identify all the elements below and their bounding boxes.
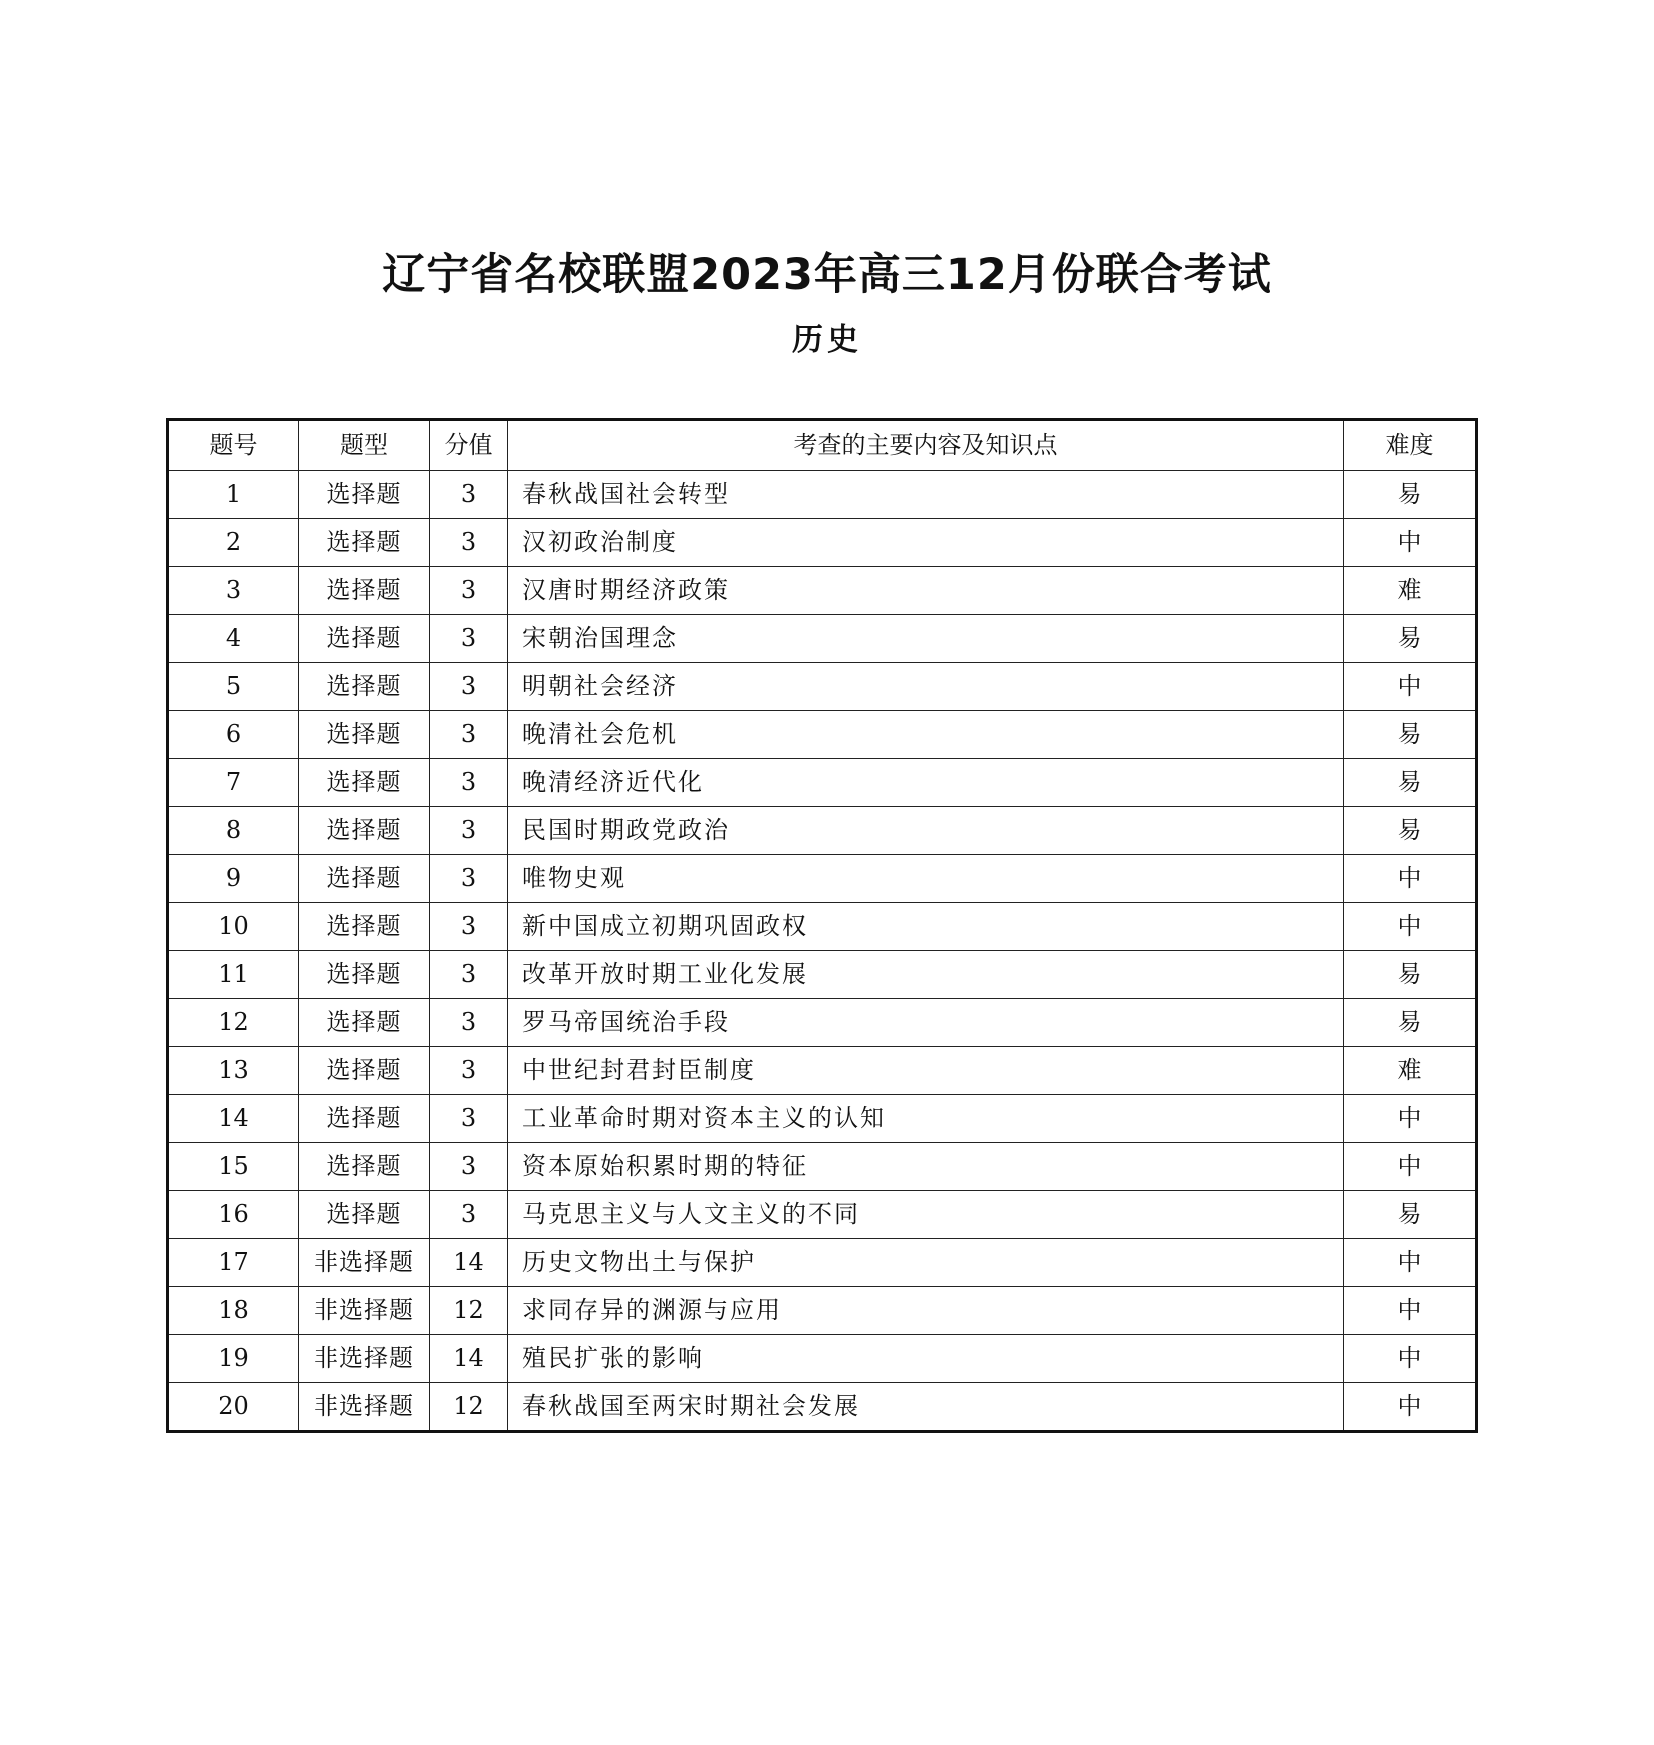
table-header-row — [168, 420, 1477, 471]
subject-title: 历史 — [792, 322, 862, 358]
cell-type: 选择题 — [299, 951, 430, 999]
header-type: 题型 — [299, 420, 430, 471]
cell-type: 选择题 — [299, 903, 430, 951]
exam-spec-table — [166, 418, 1478, 1433]
cell-difficulty: 中 — [1344, 1383, 1477, 1432]
header-difficulty: 难度 — [1344, 420, 1477, 471]
cell-difficulty: 中 — [1344, 1239, 1477, 1287]
cell-type: 选择题 — [299, 1047, 430, 1095]
cell-score: 3 — [430, 951, 508, 999]
cell-content: 罗马帝国统治手段 — [508, 999, 1344, 1047]
cell-number: 20 — [168, 1383, 299, 1432]
table-row — [168, 1287, 1477, 1335]
cell-content: 春秋战国社会转型 — [508, 471, 1344, 519]
cell-score: 3 — [430, 615, 508, 663]
cell-score: 3 — [430, 1143, 508, 1191]
cell-content: 改革开放时期工业化发展 — [508, 951, 1344, 999]
cell-type: 选择题 — [299, 471, 430, 519]
cell-content: 民国时期政党政治 — [508, 807, 1344, 855]
cell-type: 选择题 — [299, 615, 430, 663]
cell-number: 7 — [168, 759, 299, 807]
cell-content: 殖民扩张的影响 — [508, 1335, 1344, 1383]
cell-content: 求同存异的渊源与应用 — [508, 1287, 1344, 1335]
cell-number: 14 — [168, 1095, 299, 1143]
table-body — [168, 471, 1477, 1432]
cell-number: 15 — [168, 1143, 299, 1191]
table-row — [168, 567, 1477, 615]
cell-difficulty: 中 — [1344, 1095, 1477, 1143]
cell-score: 3 — [430, 519, 508, 567]
table-row — [168, 1239, 1477, 1287]
cell-difficulty: 中 — [1344, 1335, 1477, 1383]
cell-content: 唯物史观 — [508, 855, 1344, 903]
cell-content: 宋朝治国理念 — [508, 615, 1344, 663]
cell-content: 春秋战国至两宋时期社会发展 — [508, 1383, 1344, 1432]
table-row — [168, 807, 1477, 855]
cell-difficulty: 易 — [1344, 759, 1477, 807]
cell-difficulty: 中 — [1344, 1287, 1477, 1335]
table-row — [168, 903, 1477, 951]
cell-type: 选择题 — [299, 567, 430, 615]
cell-difficulty: 中 — [1344, 855, 1477, 903]
cell-content: 马克思主义与人文主义的不同 — [508, 1191, 1344, 1239]
cell-score: 3 — [430, 1095, 508, 1143]
cell-type: 非选择题 — [299, 1239, 430, 1287]
table-row — [168, 1095, 1477, 1143]
cell-difficulty: 难 — [1344, 1047, 1477, 1095]
table-row — [168, 519, 1477, 567]
table-row — [168, 1047, 1477, 1095]
cell-type: 非选择题 — [299, 1287, 430, 1335]
cell-content: 晚清社会危机 — [508, 711, 1344, 759]
cell-content: 明朝社会经济 — [508, 663, 1344, 711]
cell-type: 选择题 — [299, 1143, 430, 1191]
table-row — [168, 471, 1477, 519]
cell-content: 工业革命时期对资本主义的认知 — [508, 1095, 1344, 1143]
cell-type: 选择题 — [299, 1095, 430, 1143]
cell-difficulty: 易 — [1344, 1191, 1477, 1239]
cell-content: 晚清经济近代化 — [508, 759, 1344, 807]
cell-difficulty: 中 — [1344, 903, 1477, 951]
cell-difficulty: 易 — [1344, 615, 1477, 663]
cell-content: 汉唐时期经济政策 — [508, 567, 1344, 615]
cell-number: 10 — [168, 903, 299, 951]
cell-score: 3 — [430, 663, 508, 711]
cell-score: 3 — [430, 1047, 508, 1095]
cell-difficulty: 中 — [1344, 663, 1477, 711]
cell-type: 选择题 — [299, 519, 430, 567]
cell-number: 4 — [168, 615, 299, 663]
cell-number: 11 — [168, 951, 299, 999]
cell-number: 19 — [168, 1335, 299, 1383]
cell-score: 3 — [430, 759, 508, 807]
cell-score: 12 — [430, 1287, 508, 1335]
cell-difficulty: 易 — [1344, 951, 1477, 999]
header-content: 考查的主要内容及知识点 — [508, 420, 1344, 471]
cell-score: 3 — [430, 903, 508, 951]
cell-score: 14 — [430, 1335, 508, 1383]
table-row — [168, 855, 1477, 903]
table-row — [168, 759, 1477, 807]
cell-score: 3 — [430, 471, 508, 519]
table-row — [168, 615, 1477, 663]
cell-type: 选择题 — [299, 711, 430, 759]
cell-difficulty: 中 — [1344, 1143, 1477, 1191]
table-row — [168, 663, 1477, 711]
cell-number: 9 — [168, 855, 299, 903]
cell-number: 6 — [168, 711, 299, 759]
cell-number: 17 — [168, 1239, 299, 1287]
cell-difficulty: 易 — [1344, 471, 1477, 519]
header-score: 分值 — [430, 420, 508, 471]
cell-content: 新中国成立初期巩固政权 — [508, 903, 1344, 951]
table-row — [168, 1335, 1477, 1383]
table-row — [168, 1143, 1477, 1191]
cell-type: 选择题 — [299, 1191, 430, 1239]
cell-type: 非选择题 — [299, 1383, 430, 1432]
table-row — [168, 1383, 1477, 1432]
cell-score: 3 — [430, 999, 508, 1047]
cell-difficulty: 易 — [1344, 999, 1477, 1047]
document-title: 辽宁省名校联盟2023年高三12月份联合考试 — [382, 250, 1272, 300]
cell-type: 选择题 — [299, 663, 430, 711]
header-number: 题号 — [168, 420, 299, 471]
cell-type: 选择题 — [299, 999, 430, 1047]
cell-score: 3 — [430, 807, 508, 855]
table-row — [168, 999, 1477, 1047]
cell-number: 5 — [168, 663, 299, 711]
table-row — [168, 711, 1477, 759]
cell-number: 13 — [168, 1047, 299, 1095]
cell-score: 12 — [430, 1383, 508, 1432]
cell-type: 选择题 — [299, 759, 430, 807]
cell-number: 16 — [168, 1191, 299, 1239]
cell-content: 历史文物出土与保护 — [508, 1239, 1344, 1287]
cell-difficulty: 难 — [1344, 567, 1477, 615]
cell-type: 非选择题 — [299, 1335, 430, 1383]
cell-number: 1 — [168, 471, 299, 519]
cell-number: 18 — [168, 1287, 299, 1335]
cell-difficulty: 易 — [1344, 711, 1477, 759]
cell-score: 3 — [430, 855, 508, 903]
table-row — [168, 1191, 1477, 1239]
cell-difficulty: 易 — [1344, 807, 1477, 855]
cell-number: 12 — [168, 999, 299, 1047]
cell-type: 选择题 — [299, 807, 430, 855]
cell-score: 3 — [430, 567, 508, 615]
cell-content: 中世纪封君封臣制度 — [508, 1047, 1344, 1095]
cell-score: 3 — [430, 711, 508, 759]
cell-score: 3 — [430, 1191, 508, 1239]
cell-number: 8 — [168, 807, 299, 855]
cell-type: 选择题 — [299, 855, 430, 903]
table-row — [168, 951, 1477, 999]
cell-content: 资本原始积累时期的特征 — [508, 1143, 1344, 1191]
cell-score: 14 — [430, 1239, 508, 1287]
cell-number: 3 — [168, 567, 299, 615]
cell-content: 汉初政治制度 — [508, 519, 1344, 567]
cell-number: 2 — [168, 519, 299, 567]
cell-difficulty: 中 — [1344, 519, 1477, 567]
